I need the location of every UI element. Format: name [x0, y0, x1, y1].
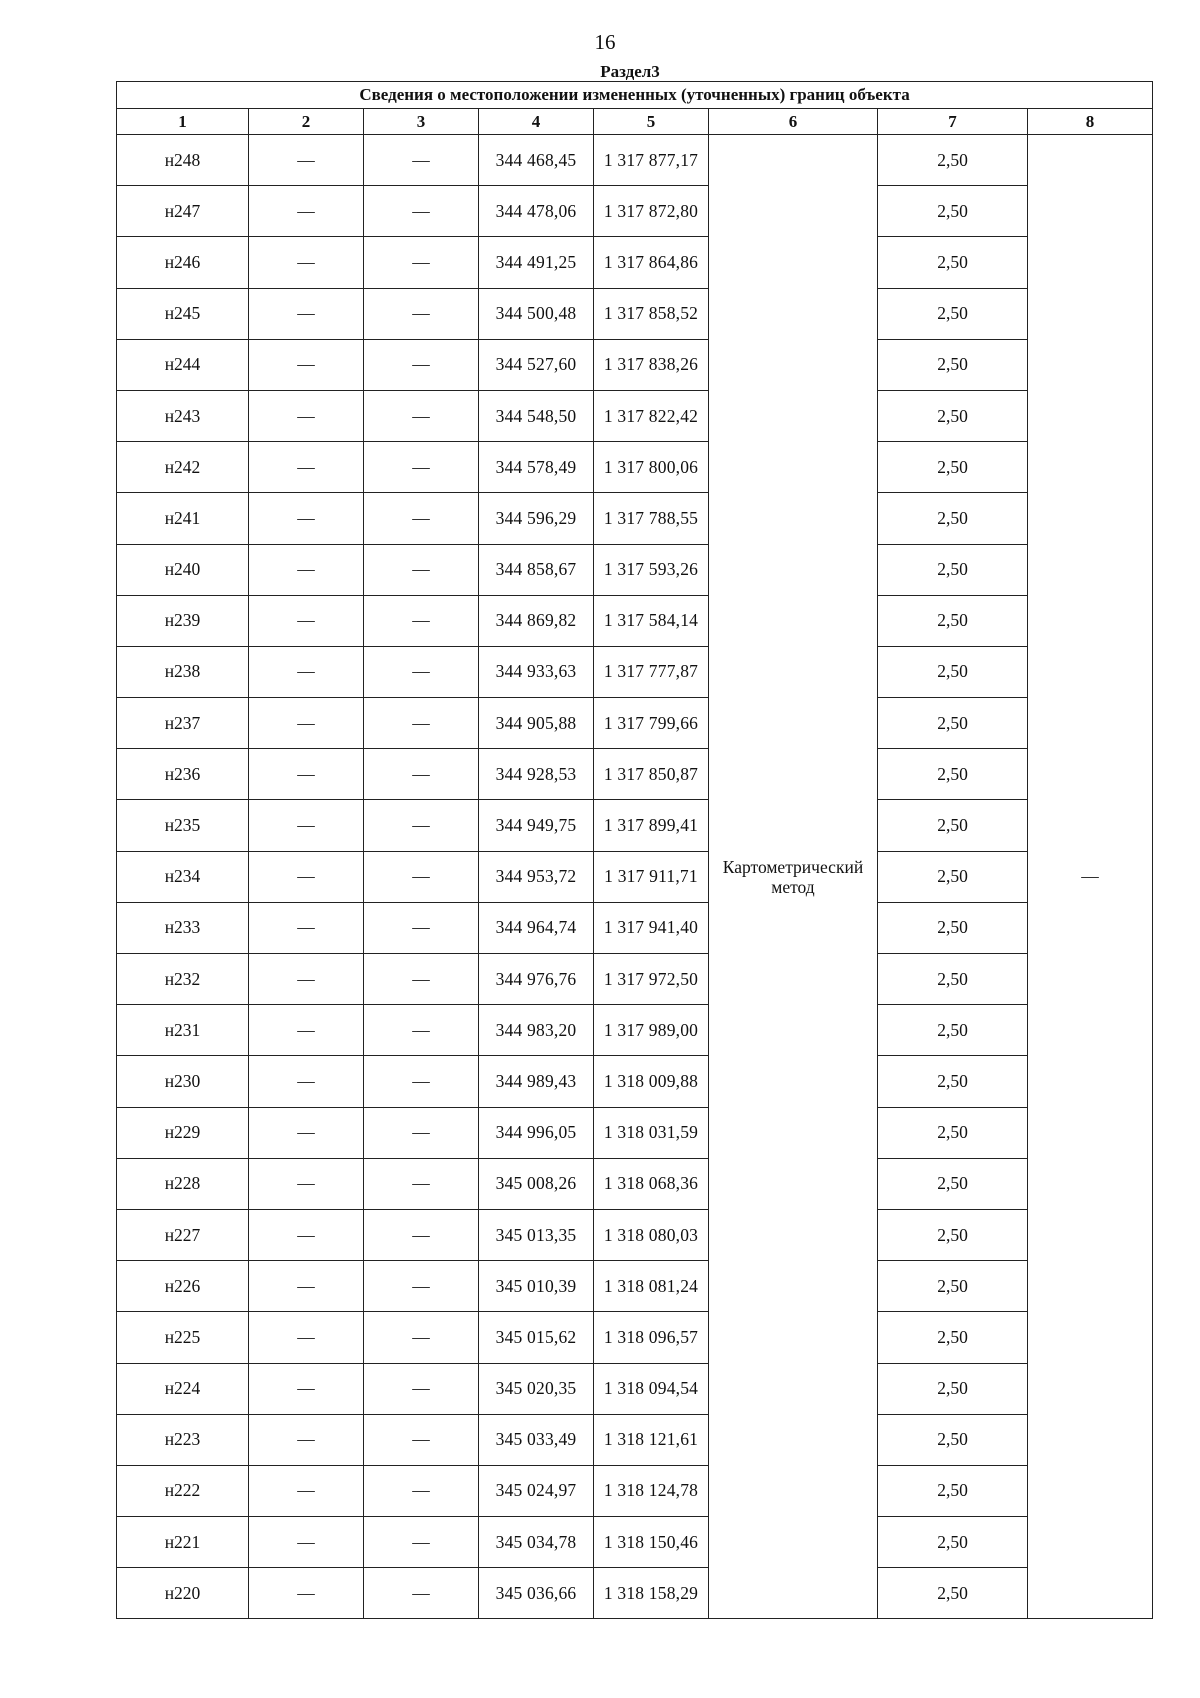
- column-header-4: 4: [479, 109, 594, 135]
- coord-x: 344 964,74: [479, 902, 594, 953]
- coord-x: 344 491,25: [479, 237, 594, 288]
- coord-x: 344 478,06: [479, 186, 594, 237]
- coord-y: 1 318 009,88: [594, 1056, 709, 1107]
- col2-value: —: [249, 1107, 364, 1158]
- col2-value: —: [249, 1517, 364, 1568]
- coord-y: 1 318 096,57: [594, 1312, 709, 1363]
- coord-y: 1 317 858,52: [594, 288, 709, 339]
- column-number-header-row: [117, 109, 1153, 135]
- col3-value: —: [364, 800, 479, 851]
- col2-value: —: [249, 800, 364, 851]
- column-header-5: 5: [594, 109, 709, 135]
- col3-value: —: [364, 954, 479, 1005]
- col3-value: —: [364, 544, 479, 595]
- point-name: н238: [117, 646, 249, 697]
- col3-value: —: [364, 646, 479, 697]
- col2-value: —: [249, 493, 364, 544]
- col2-value: —: [249, 954, 364, 1005]
- col2-value: —: [249, 1363, 364, 1414]
- coord-x: 344 500,48: [479, 288, 594, 339]
- col3-value: —: [364, 1517, 479, 1568]
- col2-value: —: [249, 339, 364, 390]
- coord-y: 1 317 584,14: [594, 595, 709, 646]
- method-line-1: Картометрический: [722, 856, 864, 877]
- table-row: [117, 186, 1153, 237]
- col2-value: —: [249, 698, 364, 749]
- col3-value: —: [364, 237, 479, 288]
- table-row: [117, 442, 1153, 493]
- point-name: н233: [117, 902, 249, 953]
- point-name: н235: [117, 800, 249, 851]
- table-row: [117, 1005, 1153, 1056]
- point-name: н248: [117, 135, 249, 186]
- coord-x: 344 468,45: [479, 135, 594, 186]
- accuracy-value: 2,50: [878, 595, 1028, 646]
- point-name: н224: [117, 1363, 249, 1414]
- point-name: н220: [117, 1568, 249, 1619]
- table-row: [117, 1209, 1153, 1260]
- method-cell: [709, 135, 878, 1619]
- table-row: [117, 851, 1153, 902]
- coord-x: 344 596,29: [479, 493, 594, 544]
- accuracy-value: 2,50: [878, 1465, 1028, 1516]
- coord-y: 1 317 941,40: [594, 902, 709, 953]
- coord-y: 1 318 150,46: [594, 1517, 709, 1568]
- column-header-6: 6: [709, 109, 878, 135]
- point-name: н236: [117, 749, 249, 800]
- col2-value: —: [249, 442, 364, 493]
- accuracy-value: 2,50: [878, 186, 1028, 237]
- coord-x: 345 036,66: [479, 1568, 594, 1619]
- coord-x: 344 578,49: [479, 442, 594, 493]
- coord-y: 1 318 031,59: [594, 1107, 709, 1158]
- accuracy-value: 2,50: [878, 544, 1028, 595]
- table-row: [117, 1056, 1153, 1107]
- point-name: н222: [117, 1465, 249, 1516]
- col2-value: —: [249, 390, 364, 441]
- coord-x: 344 989,43: [479, 1056, 594, 1107]
- point-name: н228: [117, 1158, 249, 1209]
- col2-value: —: [249, 1056, 364, 1107]
- col3-value: —: [364, 1568, 479, 1619]
- coord-y: 1 317 989,00: [594, 1005, 709, 1056]
- coord-x: 344 976,76: [479, 954, 594, 1005]
- point-name: н245: [117, 288, 249, 339]
- accuracy-value: 2,50: [878, 390, 1028, 441]
- col2-value: —: [249, 1568, 364, 1619]
- column-header-3: 3: [364, 109, 479, 135]
- col2-value: —: [249, 1465, 364, 1516]
- accuracy-value: 2,50: [878, 1209, 1028, 1260]
- col3-value: —: [364, 442, 479, 493]
- column-header-7: 7: [878, 109, 1028, 135]
- col3-value: —: [364, 186, 479, 237]
- coord-y: 1 318 081,24: [594, 1261, 709, 1312]
- col3-value: —: [364, 749, 479, 800]
- col2-value: —: [249, 1261, 364, 1312]
- col3-value: —: [364, 390, 479, 441]
- col2-value: —: [249, 749, 364, 800]
- coord-x: 344 905,88: [479, 698, 594, 749]
- coord-y: 1 317 822,42: [594, 390, 709, 441]
- table-row: [117, 954, 1153, 1005]
- col3-value: —: [364, 851, 479, 902]
- accuracy-value: 2,50: [878, 1107, 1028, 1158]
- accuracy-value: 2,50: [878, 288, 1028, 339]
- coord-y: 1 317 850,87: [594, 749, 709, 800]
- col2-value: —: [249, 851, 364, 902]
- accuracy-value: 2,50: [878, 1414, 1028, 1465]
- accuracy-value: 2,50: [878, 800, 1028, 851]
- col3-value: —: [364, 1107, 479, 1158]
- table-row: [117, 1517, 1153, 1568]
- table-row: [117, 646, 1153, 697]
- coord-x: 344 928,53: [479, 749, 594, 800]
- col8-cell: —: [1028, 135, 1153, 1619]
- accuracy-value: 2,50: [878, 135, 1028, 186]
- coord-x: 345 013,35: [479, 1209, 594, 1260]
- col2-value: —: [249, 1209, 364, 1260]
- coord-y: 1 317 593,26: [594, 544, 709, 595]
- coord-y: 1 318 094,54: [594, 1363, 709, 1414]
- accuracy-value: 2,50: [878, 1005, 1028, 1056]
- accuracy-value: 2,50: [878, 493, 1028, 544]
- point-name: н226: [117, 1261, 249, 1312]
- point-name: н237: [117, 698, 249, 749]
- table-row: [117, 390, 1153, 441]
- col2-value: —: [249, 544, 364, 595]
- table-row: [117, 1568, 1153, 1619]
- section-title: Раздел3: [600, 62, 660, 81]
- accuracy-value: 2,50: [878, 1158, 1028, 1209]
- col3-value: —: [364, 493, 479, 544]
- col3-value: —: [364, 1005, 479, 1056]
- col3-value: —: [364, 1261, 479, 1312]
- table-row: [117, 1107, 1153, 1158]
- col2-value: —: [249, 1158, 364, 1209]
- point-name: н221: [117, 1517, 249, 1568]
- table-row: [117, 288, 1153, 339]
- coord-x: 344 527,60: [479, 339, 594, 390]
- coord-y: 1 317 777,87: [594, 646, 709, 697]
- point-name: н229: [117, 1107, 249, 1158]
- col3-value: —: [364, 698, 479, 749]
- coord-x: 344 983,20: [479, 1005, 594, 1056]
- point-name: н227: [117, 1209, 249, 1260]
- accuracy-value: 2,50: [878, 339, 1028, 390]
- point-name: н242: [117, 442, 249, 493]
- coord-x: 345 020,35: [479, 1363, 594, 1414]
- table-row: [117, 339, 1153, 390]
- col2-value: —: [249, 288, 364, 339]
- coord-x: 345 034,78: [479, 1517, 594, 1568]
- accuracy-value: 2,50: [878, 902, 1028, 953]
- point-name: н239: [117, 595, 249, 646]
- point-name: н243: [117, 390, 249, 441]
- table-row: [117, 1158, 1153, 1209]
- col2-value: —: [249, 1312, 364, 1363]
- coord-x: 344 869,82: [479, 595, 594, 646]
- col3-value: —: [364, 1414, 479, 1465]
- point-name: н241: [117, 493, 249, 544]
- col3-value: —: [364, 1158, 479, 1209]
- coord-x: 345 010,39: [479, 1261, 594, 1312]
- table-row: [117, 1261, 1153, 1312]
- table-row: [117, 135, 1153, 186]
- coord-x: 344 933,63: [479, 646, 594, 697]
- table-caption: Сведения о местоположении измененных (уточненных) границ объекта: [117, 82, 1153, 109]
- accuracy-value: 2,50: [878, 954, 1028, 1005]
- point-name: н234: [117, 851, 249, 902]
- point-name: н247: [117, 186, 249, 237]
- coord-y: 1 318 080,03: [594, 1209, 709, 1260]
- accuracy-value: 2,50: [878, 1517, 1028, 1568]
- coord-y: 1 317 877,17: [594, 135, 709, 186]
- coord-x: 345 033,49: [479, 1414, 594, 1465]
- coord-x: 344 548,50: [479, 390, 594, 441]
- col2-value: —: [249, 1005, 364, 1056]
- table-row: [117, 1363, 1153, 1414]
- coord-y: 1 318 121,61: [594, 1414, 709, 1465]
- col2-value: —: [249, 902, 364, 953]
- table-row: [117, 698, 1153, 749]
- coord-x: 344 949,75: [479, 800, 594, 851]
- column-header-1: 1: [117, 109, 249, 135]
- point-name: н225: [117, 1312, 249, 1363]
- coord-y: 1 317 864,86: [594, 237, 709, 288]
- point-name: н232: [117, 954, 249, 1005]
- accuracy-value: 2,50: [878, 1312, 1028, 1363]
- point-name: н230: [117, 1056, 249, 1107]
- table-row: [117, 237, 1153, 288]
- coord-x: 344 858,67: [479, 544, 594, 595]
- point-name: н231: [117, 1005, 249, 1056]
- col2-value: —: [249, 1414, 364, 1465]
- coord-y: 1 318 158,29: [594, 1568, 709, 1619]
- table-row: [117, 595, 1153, 646]
- coord-x: 345 024,97: [479, 1465, 594, 1516]
- coord-y: 1 317 799,66: [594, 698, 709, 749]
- coord-x: 344 996,05: [479, 1107, 594, 1158]
- coord-x: 345 015,62: [479, 1312, 594, 1363]
- col2-value: —: [249, 646, 364, 697]
- boundary-coordinates-table: [116, 81, 1153, 1619]
- coord-y: 1 318 124,78: [594, 1465, 709, 1516]
- coord-x: 344 953,72: [479, 851, 594, 902]
- accuracy-value: 2,50: [878, 1568, 1028, 1619]
- coord-y: 1 317 972,50: [594, 954, 709, 1005]
- point-name: н246: [117, 237, 249, 288]
- col3-value: —: [364, 1056, 479, 1107]
- table-row: [117, 800, 1153, 851]
- accuracy-value: 2,50: [878, 1363, 1028, 1414]
- col3-value: —: [364, 1465, 479, 1516]
- coord-x: 345 008,26: [479, 1158, 594, 1209]
- col3-value: —: [364, 595, 479, 646]
- coord-y: 1 317 788,55: [594, 493, 709, 544]
- coord-y: 1 317 838,26: [594, 339, 709, 390]
- accuracy-value: 2,50: [878, 646, 1028, 697]
- col3-value: —: [364, 1312, 479, 1363]
- coord-y: 1 318 068,36: [594, 1158, 709, 1209]
- table-row: [117, 493, 1153, 544]
- column-header-2: 2: [249, 109, 364, 135]
- accuracy-value: 2,50: [878, 442, 1028, 493]
- point-name: н244: [117, 339, 249, 390]
- column-header-8: 8: [1028, 109, 1153, 135]
- page-number: 16: [594, 30, 616, 54]
- table-row: [117, 1465, 1153, 1516]
- table-row: [117, 544, 1153, 595]
- col2-value: —: [249, 595, 364, 646]
- coord-y: 1 317 911,71: [594, 851, 709, 902]
- table-row: [117, 1414, 1153, 1465]
- col2-value: —: [249, 186, 364, 237]
- col3-value: —: [364, 288, 479, 339]
- col3-value: —: [364, 1363, 479, 1414]
- point-name: н223: [117, 1414, 249, 1465]
- accuracy-value: 2,50: [878, 1261, 1028, 1312]
- table-body: [117, 135, 1153, 1619]
- coord-y: 1 317 899,41: [594, 800, 709, 851]
- col2-value: —: [249, 135, 364, 186]
- method-line-2: метод: [771, 876, 815, 897]
- col2-value: —: [249, 237, 364, 288]
- coord-y: 1 317 872,80: [594, 186, 709, 237]
- table-row: [117, 1312, 1153, 1363]
- table-row: [117, 902, 1153, 953]
- point-name: н240: [117, 544, 249, 595]
- accuracy-value: 2,50: [878, 851, 1028, 902]
- table-row: [117, 749, 1153, 800]
- col3-value: —: [364, 902, 479, 953]
- col3-value: —: [364, 135, 479, 186]
- accuracy-value: 2,50: [878, 698, 1028, 749]
- col3-value: —: [364, 339, 479, 390]
- coord-y: 1 317 800,06: [594, 442, 709, 493]
- col3-value: —: [364, 1209, 479, 1260]
- accuracy-value: 2,50: [878, 237, 1028, 288]
- accuracy-value: 2,50: [878, 1056, 1028, 1107]
- accuracy-value: 2,50: [878, 749, 1028, 800]
